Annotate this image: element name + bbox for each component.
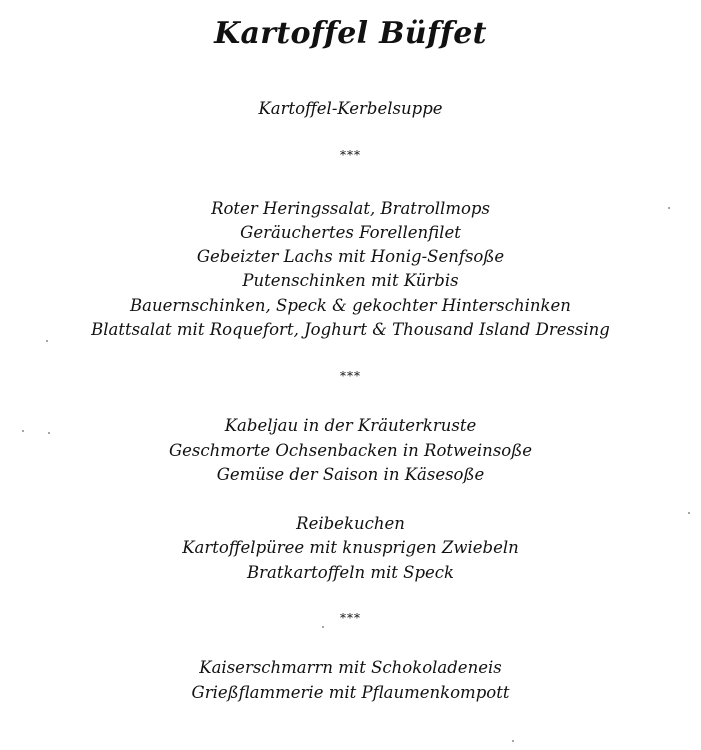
menu-item: Gebeizter Lachs mit Honig-Senfsoße [196, 247, 505, 266]
menu-item: Reibekuchen [296, 514, 405, 533]
menu-item: Kaiserschmarrn mit Schokoladeneis [199, 658, 502, 677]
section-separator: *** [340, 611, 361, 625]
menu-item: Blattsalat mit Roquefort, Joghurt & Thousand Island Dressing [91, 320, 610, 339]
menu-item: Kabeljau in der Kräuterkruste [224, 416, 477, 435]
menu-item: Grießflammerie mit Pflaumenkompott [191, 683, 510, 702]
scan-speck [668, 207, 670, 209]
scan-speck [48, 432, 50, 434]
scan-speck [512, 740, 514, 742]
menu-title: Kartoffel Büffet [214, 16, 487, 51]
menu-item: Gemüse der Saison in Käsesoße [216, 465, 485, 484]
menu-item: Roter Heringssalat, Bratrollmops [211, 199, 490, 218]
menu-item: Kartoffelpüree mit knusprigen Zwiebeln [182, 538, 519, 557]
section-separator: *** [340, 369, 361, 383]
menu-item: Bauernschinken, Speck & gekochter Hinterschinken [130, 296, 571, 315]
section-separator: *** [340, 148, 361, 162]
menu-item: Putenschinken mit Kürbis [242, 271, 459, 290]
menu-item: Geschmorte Ochsenbacken in Rotweinsoße [168, 441, 533, 460]
scan-speck [22, 430, 24, 432]
menu-item: Bratkartoffeln mit Speck [246, 563, 455, 582]
scan-speck [688, 512, 690, 514]
menu-item: Geräuchertes Forellenfilet [240, 223, 461, 242]
scan-speck [46, 340, 48, 342]
scan-speck [322, 626, 324, 628]
menu-item: Kartoffel-Kerbelsuppe [258, 99, 443, 118]
